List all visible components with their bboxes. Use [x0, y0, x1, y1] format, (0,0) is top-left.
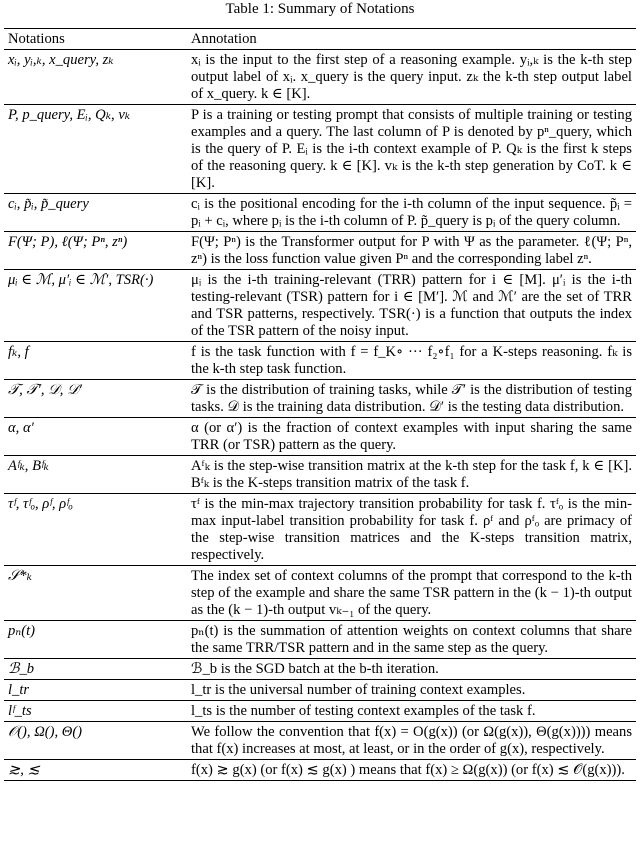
- notation-cell: cᵢ, p̃ᵢ, p̃_query: [4, 194, 187, 232]
- annotation-cell: F(Ψ; Pⁿ) is the Transformer output for P with Ψ as the parameter. ℓ(Ψ; Pⁿ, zⁿ) is the loss function value given Pⁿ and the corresponding label zⁿ.: [187, 232, 636, 270]
- notation-cell: F(Ψ; P), ℓ(Ψ; Pⁿ, zⁿ): [4, 232, 187, 270]
- table-header: [4, 29, 636, 50]
- annotation-cell: f is the task function with f = f_K∘ ··· f₂∘f₁ for a K-steps reasoning. fₖ is the k-th step task function.: [187, 342, 636, 380]
- notation-cell: l_tr: [4, 680, 187, 701]
- annotation-cell: τᶠ is the min-max trajectory transition probability for task f. τᶠₒ is the min-max input-label transition probability for task f. ρᶠ and ρᶠₒ are primacy of the step-wise transition matrices and the K-steps transition matrix, respectively.: [187, 494, 636, 566]
- table-row: [4, 418, 636, 456]
- header-annotation: Annotation: [187, 29, 636, 50]
- notation-cell: α, α′: [4, 418, 187, 456]
- annotation-cell: xᵢ is the input to the first step of a reasoning example. yᵢ,ₖ is the k-th step output label of xᵢ. x_query is the query input. zₖ the k-th step output label of x_query. k ∈ [K].: [187, 50, 636, 105]
- annotation-cell: Aᶠₖ is the step-wise transition matrix at the k-th step for the task f, k ∈ [K]. Bᶠₖ is the K-steps transition matrix of the task f.: [187, 456, 636, 494]
- notation-cell: xᵢ, yᵢ,ₖ, x_query, zₖ: [4, 50, 187, 105]
- annotation-cell: f(x) ≳ g(x) (or f(x) ≲ g(x) ) means that f(x) ≥ Ω(g(x)) (or f(x) ≲ 𝒪(g(x))).: [187, 760, 636, 781]
- annotation-cell: We follow the convention that f(x) = O(g(x)) (or Ω(g(x)), Θ(g(x)))) means that f(x) increases at most, at least, or in the order of g(x), respectively.: [187, 722, 636, 760]
- table-row: [4, 701, 636, 722]
- notation-cell: ≳, ≲: [4, 760, 187, 781]
- annotation-cell: l_ts is the number of testing context examples of the task f.: [187, 701, 636, 722]
- table-row: [4, 50, 636, 105]
- table-body: [4, 50, 636, 781]
- notation-cell: 𝒮*ₖ: [4, 566, 187, 621]
- table-row: [4, 621, 636, 659]
- header-notations: Notations: [4, 29, 187, 50]
- notation-cell: τᶠ, τᶠₒ, ρᶠ, ρᶠₒ: [4, 494, 187, 566]
- table-row: [4, 105, 636, 194]
- notation-cell: fₖ, f: [4, 342, 187, 380]
- notation-cell: 𝒯, 𝒯′, 𝒟, 𝒟′: [4, 380, 187, 418]
- notation-cell: P, p_query, Eᵢ, Qₖ, vₖ: [4, 105, 187, 194]
- table-row: [4, 194, 636, 232]
- annotation-cell: ℬ_b is the SGD batch at the b-th iteration.: [187, 659, 636, 680]
- table-row: [4, 342, 636, 380]
- notation-cell: 𝒪(), Ω(), Θ(): [4, 722, 187, 760]
- annotation-cell: The index set of context columns of the prompt that correspond to the k-th step of the example and share the same TSR pattern in the (k − 1)-th output as the (k − 1)-th output vₖ₋₁ of the query.: [187, 566, 636, 621]
- annotation-cell: P is a training or testing prompt that consists of multiple training or testing examples and a query. The last column of P is denoted by pⁿ_query, which is the query of P. Eᵢ is the i-th context example of P. Qₖ is the first k steps of the reasoning query. k ∈ [K]. vₖ is the k-th step generation by CoT. k ∈ [K].: [187, 105, 636, 194]
- table-row: [4, 456, 636, 494]
- table-caption: Table 1: Summary of Notations: [225, 1, 415, 17]
- annotation-cell: α (or α′) is the fraction of context examples with input sharing the same TRR (or TSR) pattern as the query.: [187, 418, 636, 456]
- table-row: [4, 680, 636, 701]
- notation-cell: μᵢ ∈ ℳ, μ′ᵢ ∈ ℳ′, TSR(·): [4, 270, 187, 342]
- table-row: [4, 380, 636, 418]
- table-row: [4, 566, 636, 621]
- annotation-cell: l_tr is the universal number of training context examples.: [187, 680, 636, 701]
- table-row: [4, 722, 636, 760]
- notation-cell: lᶠ_ts: [4, 701, 187, 722]
- annotation-cell: 𝒯 is the distribution of training tasks, while 𝒯′ is the distribution of testing tasks. 𝒟 is the training data distribution. 𝒟′ is the testing data distribution.: [187, 380, 636, 418]
- notation-cell: Aᶠₖ, Bᶠₖ: [4, 456, 187, 494]
- notation-cell: ℬ_b: [4, 659, 187, 680]
- notation-table: [4, 28, 636, 781]
- annotation-cell: μᵢ is the i-th training-relevant (TRR) pattern for i ∈ [M]. μ′ᵢ is the i-th testing-relevant (TSR) pattern for i ∈ [M′]. ℳ and ℳ′ are the set of TRR and TSR patterns, respectively. TSR(·) is a function that outputs the index of the TSR pattern of the noisy input.: [187, 270, 636, 342]
- table-row: [4, 659, 636, 680]
- annotation-cell: cᵢ is the positional encoding for the i-th column of the input sequence. p̃ᵢ = pᵢ + cᵢ, where pᵢ is the i-th column of P. p̃_query is pᵢ of the query column.: [187, 194, 636, 232]
- table-row: [4, 270, 636, 342]
- table-row: [4, 760, 636, 781]
- table-row: [4, 494, 636, 566]
- header-row: [4, 29, 636, 50]
- table-row: [4, 232, 636, 270]
- notation-cell: pₙ(t): [4, 621, 187, 659]
- annotation-cell: pₙ(t) is the summation of attention weights on context columns that share the same TRR/TSR pattern and in the same step as the query.: [187, 621, 636, 659]
